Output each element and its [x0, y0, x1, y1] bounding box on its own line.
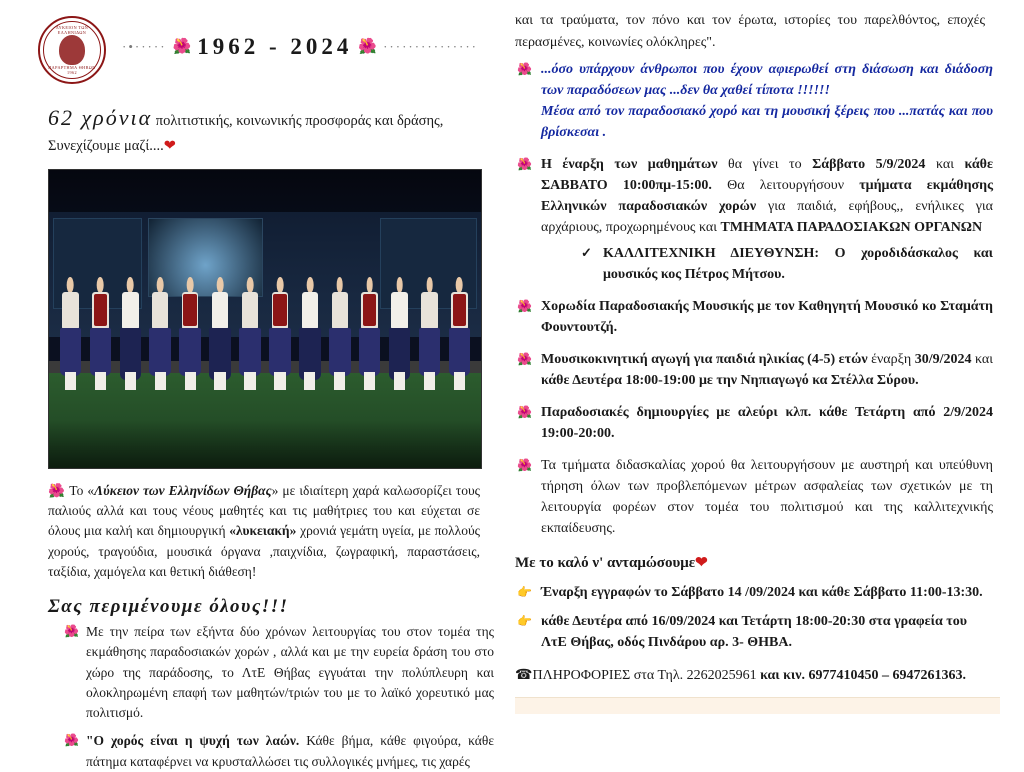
- classes-start-text-1: θα γίνει το: [717, 157, 813, 173]
- pointing-hand-icon: 👉: [517, 584, 532, 599]
- dancer-figure: [237, 277, 263, 390]
- music-movement-date: 30/9/2024: [914, 351, 972, 367]
- logo-emblem-icon: [59, 35, 85, 65]
- heart-icon: ❤: [695, 554, 708, 571]
- classes-start-text-2: και: [925, 157, 965, 173]
- contact-info: [515, 665, 993, 686]
- classes-text-3: Θα λειτουργήσουν: [711, 178, 860, 194]
- quote-continuation: και τα τραύματα, τον πόνο και τον έρωτα, ιστορίες του παρελθόντος, εποχές περασμένες, κοινωνίες ολόκληρες".: [515, 13, 985, 50]
- flower-icon: 🌺: [64, 624, 79, 639]
- list-item-safety-notice: [515, 455, 993, 539]
- classes-start-date: Σάββατο 5/9/2024: [812, 157, 926, 173]
- flower-icon: 🌺: [172, 38, 192, 55]
- registration-saturday-text: Έναρξη εγγραφών το Σάββατο 14 /09/2024 και κάθε Σάββατο 11:00-13:30.: [541, 584, 983, 600]
- highlight-line-2: Μέσα από τον παραδοσιακό χορό και τη μουσική ξέρεις που ...πατάς και που βρίσκεσαι .: [541, 104, 993, 141]
- contact-mobiles: και κιν. 6977410450 – 6947261363.: [760, 667, 967, 683]
- logo-bottom-text: ΠΑΡΑΡΤΗΜΑ ΘΗΒΩΝ 1962: [48, 65, 96, 75]
- check-icon: ✓: [581, 245, 592, 261]
- list-item-registration-saturday: [515, 582, 993, 603]
- heart-icon: ❤: [163, 137, 176, 154]
- contact-phone: στα Τηλ. 2262025961: [630, 667, 761, 683]
- dots-left: ·•·····: [122, 39, 167, 54]
- bottom-accent-strip: [515, 697, 1000, 714]
- classes-text-4: για παιδιά, εφήβους,, ενήλικες για αρχάριους, προχωρημένους και: [541, 199, 993, 236]
- list-item-music-movement: [515, 349, 993, 391]
- artistic-direction-list: [581, 244, 993, 285]
- music-movement-text-1: έναρξη: [867, 351, 915, 367]
- music-movement-label: Μουσικοκινητική αγωγή για παιδιά ηλικίας (4-5) ετών: [541, 351, 868, 367]
- list-item-classes-start: [515, 154, 993, 285]
- left-bullet-list: [64, 622, 494, 772]
- music-movement-text-2: και: [971, 351, 994, 367]
- dancer-figure: [447, 277, 473, 390]
- flower-icon: 🌺: [48, 482, 66, 498]
- dancer-figure: [327, 277, 353, 390]
- phone-icon: ☎: [515, 667, 533, 683]
- dancer-figure: [117, 277, 143, 390]
- list-item-text: Κάθε βήμα, κάθε φιγούρα, κάθε πάτημα καταφέρνει να κρυσταλλώσει τις συλλογικές μνήμες, τις χαρές: [86, 733, 494, 769]
- registration-list: [515, 582, 993, 653]
- dancer-figure: [387, 277, 413, 390]
- welcome-text-3: χρονιά γεμάτη υγεία, με πολλούς χορούς, τραγούδια, μουσικά όργανα ,παιχνίδια, ζωγραφική, παραστάσεις, ταξίδια, χαμόγελα και θετική διάθεση!: [48, 523, 481, 579]
- flower-icon: 🌺: [358, 38, 378, 55]
- music-movement-schedule: κάθε Δευτέρα 18:00-19:00 με την Νηπιαγωγό κα Στέλλα Σύρου.: [541, 372, 919, 388]
- list-item-choir: [515, 296, 993, 338]
- pointing-hand-icon: 👉: [517, 613, 532, 628]
- right-column: [515, 10, 1000, 714]
- dancer-figure: [267, 277, 293, 390]
- dancer-figure: [417, 277, 443, 390]
- dancer-figure: [177, 277, 203, 390]
- welcome-text-2: » με ιδιαίτερη χαρά καλωσορίζει τους παλιούς αλλά και τους νέους μαθητές και τις μαθήτριες του και εύχεται σε όλους μια καλή και δημιουργική: [48, 482, 480, 539]
- dancer-figure: [58, 277, 84, 390]
- list-item-text: Με την πείρα των εξήντα δύο χρόνων λειτουργίας του στον τομέα της εκμάθησης παραδοσιακών χορών , αλλά και με την ευρεία δράση του στο χώρο της παράδοσης, το ΛτΕ Θήβας εγγυάται την πολύπλευρη και ολοκληρωμένη επαφή των μαθητών/τριών του με το λαϊκό χορευτικό μας πολιτισμό.: [86, 624, 494, 721]
- flower-icon: 🌺: [517, 157, 532, 172]
- list-item-highlight: [515, 59, 993, 143]
- list-item: [64, 731, 494, 772]
- welcome-paragraph: [48, 481, 480, 582]
- dots-right: ···············: [383, 39, 479, 54]
- event-photo: [48, 169, 482, 469]
- logo-inner: [43, 21, 101, 79]
- artistic-direction-text: ΚΑΛΛΙΤΕΧΝΙΚΗ ΔΙΕΥΘΥΝΣΗ: Ο χοροδιδάσκαλος και μουσικός κος Πέτρος Μήτσου.: [603, 246, 993, 282]
- welcome-text-1: Το «: [69, 482, 95, 498]
- registration-weekdays-text: κάθε Δευτέρα από 16/09/2024 και Τετάρτη 18:00-20:30 στα γραφεία του ΛτΕ Θήβας, οδός Πινδάρου αρ. 3- ΘΗΒΑ.: [541, 613, 968, 650]
- logo-top-text: ΛΥΚΕΙΟΝ ΤΩΝ ΕΛΛΗΝΙΔΩΝ: [55, 25, 89, 35]
- organization-logo: [38, 16, 106, 84]
- list-item-traditional-crafts: [515, 402, 993, 444]
- flower-icon: 🌺: [517, 351, 532, 366]
- instruments-departments: ΤΜΗΜΑΤΑ ΠΑΡΑΔΟΣΙΑΚΩΝ ΟΡΓΑΝΩΝ: [720, 220, 983, 236]
- photo-foreground-crowd: [49, 420, 481, 468]
- flower-icon: 🌺: [517, 457, 532, 472]
- highlight-line-1: ...όσο υπάρχουν άνθρωποι που έχουν αφιερωθεί στη διάσωση και διάδοση των παραδόσεων μας ...δεν θα χαθεί τίποτα !!!!!!: [541, 62, 993, 99]
- safety-notice-text: Τα τμήματα διδασκαλίας χορού θα λειτουργήσουν με αυστηρή και υπεύθυνη τήρηση όλων των προβλεπόμενων μέτρων ασφαλείας των σχετικών με τη λειτουργία φορέων στον τομέα του πολιτισμού και της καλλιτεχνικής εκπαίδευσης.: [541, 457, 993, 536]
- tagline: [48, 102, 488, 157]
- classes-start-label: Η έναρξη των μαθημάτων: [541, 157, 718, 173]
- traditional-crafts-text: Παραδοσιακές δημιουργίες με αλεύρι κλπ. κάθε Τετάρτη από 2/9/2024 19:00-20:00.: [541, 404, 993, 441]
- choir-text: Χορωδία Παραδοσιακής Μουσικής με τον Καθηγητή Μουσικό κο Σταμάτη Φουντουτζή.: [541, 298, 993, 335]
- quote-lead: "Ο χορός είναι η ψυχή των λαών.: [86, 733, 300, 749]
- anniversary-years: 1962 - 2024: [197, 34, 353, 59]
- right-bullet-list: [515, 59, 993, 539]
- closing-text: Με το καλό ν' ανταμώσουμε: [515, 554, 696, 571]
- closing-line: [515, 553, 1000, 572]
- tagline-years: 62 χρόνια: [48, 105, 153, 130]
- list-item: [581, 244, 993, 285]
- classes-departments: τμήματα εκμάθησης Ελληνικών παραδοσιακών χορών: [541, 178, 993, 215]
- flower-icon: 🌺: [517, 62, 532, 77]
- flower-icon: 🌺: [64, 733, 79, 748]
- dancer-figure: [297, 277, 323, 390]
- dancer-figure: [357, 277, 383, 390]
- left-column: [30, 10, 500, 769]
- organization-name: Λύκειον των Ελληνίδων Θήβας: [94, 482, 272, 498]
- section-subtitle: Σας περιμένουμε όλους!!!: [48, 596, 289, 618]
- dancer-figure: [207, 277, 233, 390]
- tagline-rest: πολιτιστικής, κοινωνικής προσφοράς και δράσης,: [152, 113, 444, 129]
- flower-icon: 🌺: [517, 298, 532, 313]
- dancer-figure: [88, 277, 114, 390]
- photo-dancers: [58, 277, 473, 390]
- list-item-registration-weekdays: [515, 611, 993, 653]
- anniversary-banner: [122, 34, 492, 60]
- header: [30, 10, 500, 88]
- contact-label: ΠΛΗΡΟΦΟΡΙΕΣ: [532, 667, 631, 683]
- flower-icon: 🌺: [517, 404, 532, 419]
- tagline-second-line: [48, 136, 488, 157]
- classes-schedule: κάθε ΣΑΒΒΑΤΟ 10:00πμ-15:00.: [541, 157, 993, 194]
- dancer-figure: [147, 277, 173, 390]
- welcome-emphasis: «λυκειακή»: [229, 523, 297, 539]
- list-item: [64, 622, 494, 723]
- tagline-second-text: Συνεχίζουμε μαζί....: [48, 137, 164, 154]
